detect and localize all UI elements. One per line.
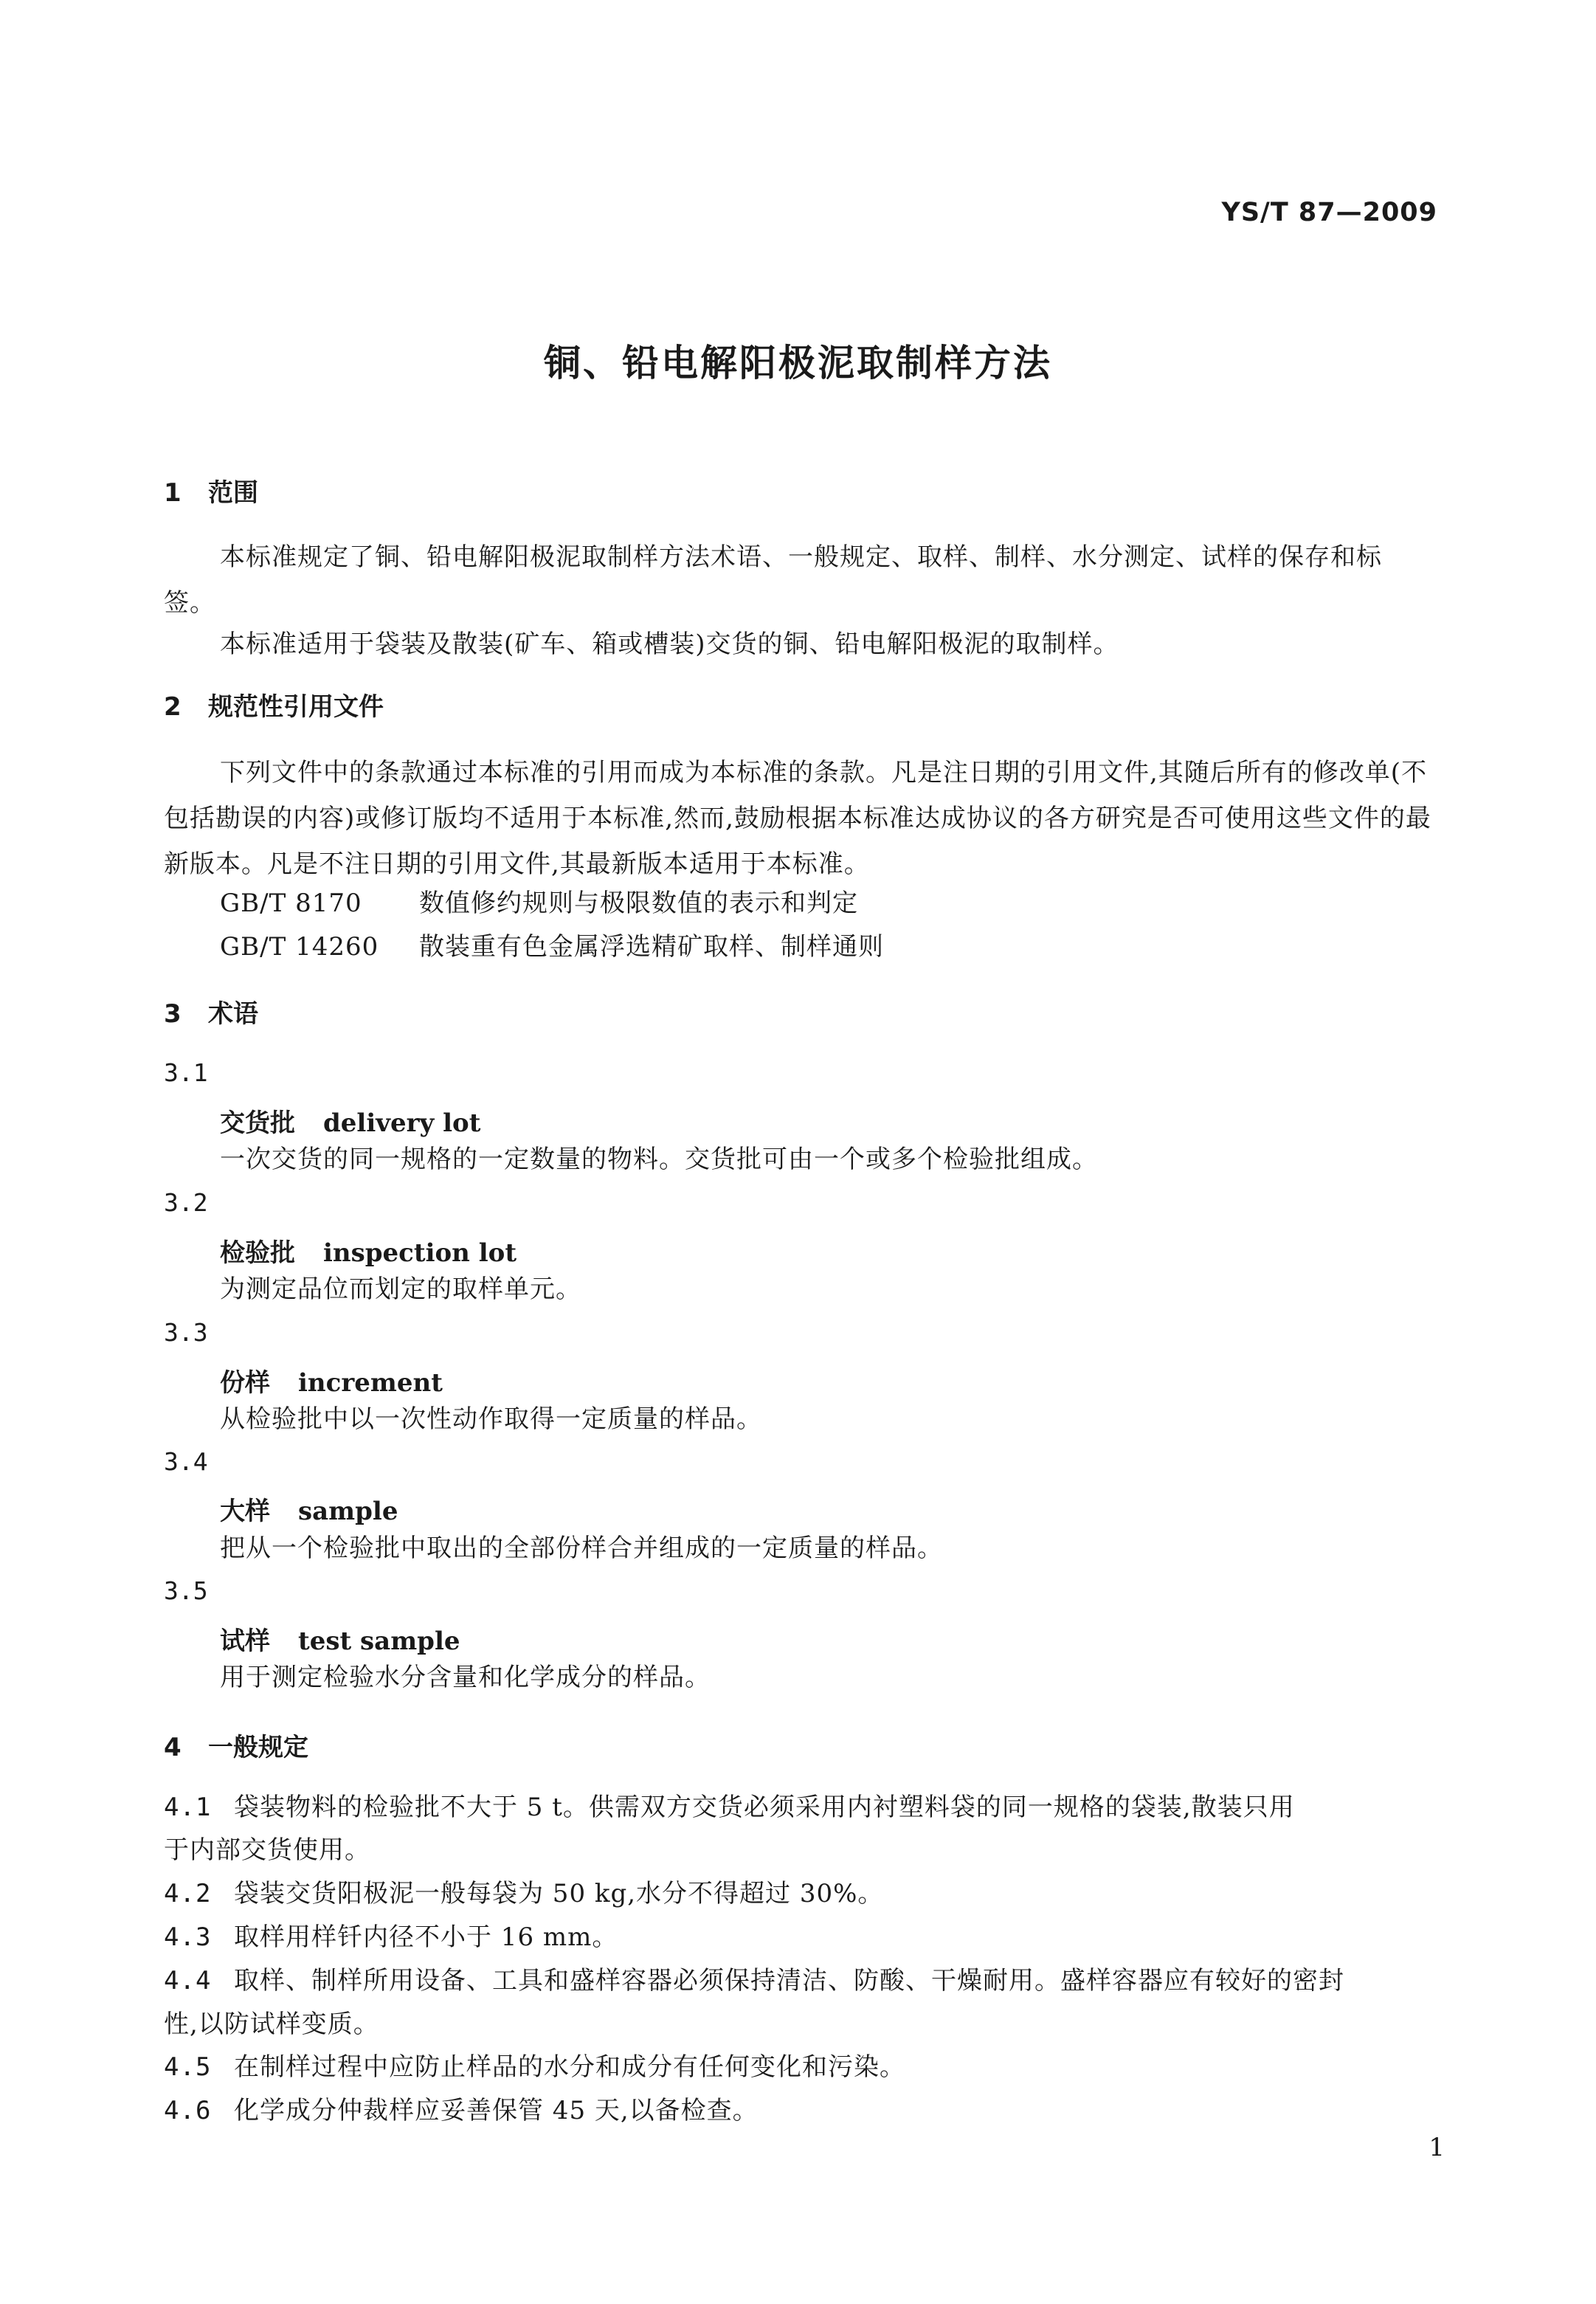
section-title: 术语 [208,999,258,1029]
page-number: 1 [1429,2133,1445,2162]
term-entry [220,1491,398,1527]
term-english: inspection lot [323,1238,517,1268]
term-entry [220,1103,480,1139]
clause [164,2044,905,2090]
section-1-paragraph-2: 本标准适用于袋装及散装(矿车、箱或槽装)交货的铜、铅电解阳极泥的取制样。 [220,630,1119,659]
term-definition: 为测定品位而划定的取样单元。 [220,1275,581,1304]
term-english: delivery lot [323,1108,481,1138]
clause [164,1784,1295,1830]
term-number: 3.1 [164,1058,208,1087]
term-number: 3.5 [164,1576,208,1605]
section-3-heading [164,993,258,1029]
term-entry [220,1621,460,1657]
term-chinese: 份样 [220,1368,270,1398]
reference-code: GB/T 14260 [220,932,379,962]
clause [164,1871,883,1917]
clause-continuation: 性,以防试样变质。 [164,2010,379,2039]
term-chinese: 检验批 [220,1238,295,1268]
term-number: 3.4 [164,1447,208,1476]
section-2-paragraph-1: 下列文件中的条款通过本标准的引用而成为本标准的条款。凡是注日期的引用文件,其随后所有的修改单(不包括勘误的内容)或修订版均不适用于本标准,然而,鼓励根据本标准达成协议的各方研究是否可使用这些文件的最新版本。凡是不注日期的引用文件,其最新版本适用于本标准。 [164,758,1431,879]
clause-text: 取样、制样所用设备、工具和盛样容器必须保持清洁、防酸、干燥耐用。盛样容器应有较好的密封 [234,1966,1344,1996]
clause-text: 袋装交货阳极泥一般每袋为 50 kg,水分不得超过 30%。 [234,1879,884,1908]
term-number: 3.3 [164,1318,208,1347]
document-title: 铜、铅电解阳极泥取制样方法 [544,342,1052,384]
section-title: 一般规定 [208,1733,308,1762]
term-english: increment [298,1368,443,1398]
clause-number: 4.6 [164,2096,212,2125]
clause [164,2088,759,2134]
term-number: 3.2 [164,1188,208,1217]
term-chinese: 试样 [220,1627,270,1656]
term-definition: 从检验批中以一次性动作取得一定质量的样品。 [220,1404,762,1434]
term-entry [220,1232,517,1269]
section-title: 规范性引用文件 [208,692,384,722]
standard-number: YS/T 87—2009 [1221,198,1437,227]
clause [164,1914,618,1960]
clause-text: 在制样过程中应防止样品的水分和成分有任何变化和污染。 [234,2052,905,2082]
reference-title: 散装重有色金属浮选精矿取样、制样通则 [419,932,884,962]
section-title: 范围 [208,478,258,508]
reference-item [220,880,858,926]
term-chinese: 大样 [220,1497,270,1526]
term-definition: 把从一个检验批中取出的全部份样合并组成的一定质量的样品。 [220,1534,943,1563]
section-2-heading [164,686,384,722]
reference-code: GB/T 8170 [220,889,362,918]
reference-item [220,924,884,970]
clause-text: 取样用样钎内径不小于 16 mm。 [234,1922,618,1952]
reference-title: 数值修约规则与极限数值的表示和判定 [419,889,858,918]
clause-text: 化学成分仲裁样应妥善保管 45 天,以备检查。 [234,2096,759,2125]
section-1-paragraph-1: 本标准规定了铜、铅电解阳极泥取制样方法术语、一般规定、取样、制样、水分测定、试样的保存和标签。 [164,542,1382,618]
term-english: sample [298,1497,398,1526]
section-number: 2 [164,692,182,722]
clause-number: 4.1 [164,1793,212,1822]
term-entry [220,1362,443,1398]
clause-number: 4.2 [164,1879,212,1908]
clause-number: 4.3 [164,1922,212,1952]
clause [164,1958,1344,2004]
term-definition: 用于测定检验水分含量和化学成分的样品。 [220,1663,711,1692]
term-chinese: 交货批 [220,1108,295,1138]
section-number: 1 [164,478,182,508]
clause-number: 4.4 [164,1966,212,1996]
clause-continuation: 于内部交货使用。 [164,1835,370,1865]
clause-number: 4.5 [164,2052,212,2082]
clause-text: 袋装物料的检验批不大于 5 t。供需双方交货必须采用内衬塑料袋的同一规格的袋装,散装只用 [234,1793,1295,1822]
section-number: 4 [164,1733,182,1762]
section-4-heading [164,1727,308,1763]
section-1-heading [164,472,258,508]
term-english: test sample [298,1627,460,1656]
term-definition: 一次交货的同一规格的一定数量的物料。交货批可由一个或多个检验批组成。 [220,1145,1098,1174]
section-number: 3 [164,999,182,1029]
